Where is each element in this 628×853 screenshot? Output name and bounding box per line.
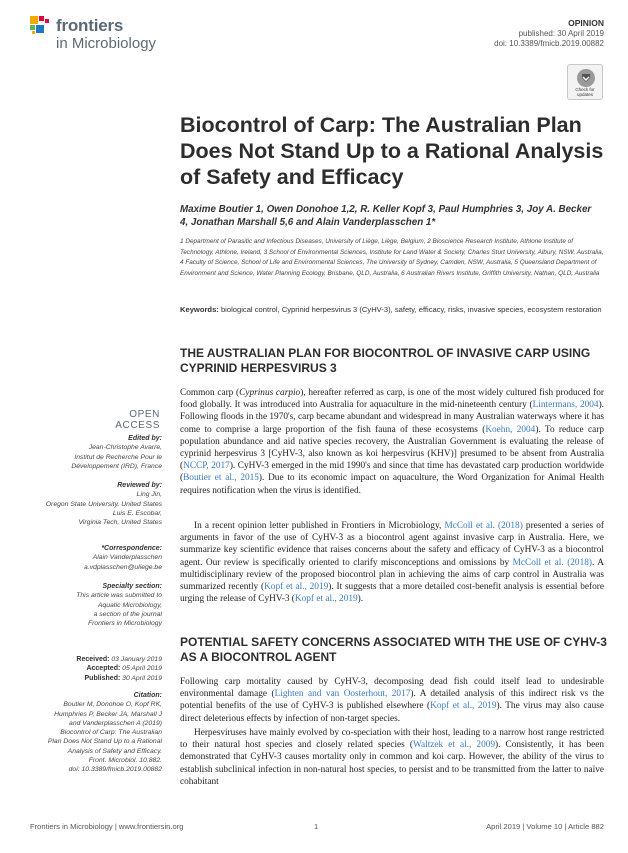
- reviewed-by: [12, 481, 162, 527]
- article-doi[interactable]: doi: 10.3389/fmicb.2019.00882: [494, 39, 604, 48]
- footer-journal[interactable]: Frontiers in Microbiology | www.frontiersin.org: [30, 822, 184, 831]
- citation: [12, 691, 162, 775]
- article-dates: [12, 655, 162, 683]
- keywords-text: biological control, Cyprinid herpesvirus 3 (CyHV-3), safety, efficacy, risks, invasive species, ecosystem restoration: [218, 305, 602, 314]
- text-run: . A multidisciplinary review of the proposed biocontrol plan in achieving the aims of carp control in Australia was summarized recently (: [180, 557, 604, 593]
- author-list: Maxime Boutier 1, Owen Donohoe 1,2, R. Keller Kopf 3, Paul Humphries 3, Joy A. Becker 4, Jonathan Marshall 5,6 and Alain Vanderplasschen 1*: [180, 204, 592, 228]
- correspondence: [12, 544, 162, 572]
- text-run: ). To reduce carp population abundance and aid native species recovery, the Australian Government is evaluating the release of cyprinid herpesvirus 3 [CyHV-3, also known as koi herpesvirus (KHV)] presumed to be absent from Australia (: [180, 424, 604, 472]
- edited-by-value: Jean-Christophe Avarre, Institut de Recherche Pour le Développement (IRD), France: [71, 444, 162, 470]
- specialty-section-label: Specialty section:: [102, 583, 162, 590]
- received-date: [12, 655, 162, 664]
- reviewed-by-value: Ling Jin, Oregon State University, United States Luis E. Escobar, Virginia Tech, United States: [45, 491, 162, 527]
- updates-line-1: Check for: [575, 87, 595, 92]
- text-run: Common carp (: [180, 388, 240, 398]
- published-label: Published:: [84, 674, 121, 682]
- article-meta: [494, 18, 604, 50]
- article-title: Biocontrol of Carp: The Australian Plan Does Not Stand Up to a Rational Analysis of Safety and Efficacy: [180, 113, 604, 189]
- paragraph-2: [180, 520, 604, 605]
- citation-value: Boutier M, Donohoe O, Kopf RK, Humphries P, Becker JA, Marshall J and Vanderplasschen A (2019) Biocontrol of Carp: The Australian Plan Does Not Stand Up to a Rational Analysis of Safety and Efficacy. Front. Microbiol. 10:882. doi: 10.3389/fmicb.2019.00882: [47, 701, 162, 774]
- check-for-updates-icon: [576, 68, 596, 88]
- correspondence-label: *Correspondence:: [101, 545, 162, 552]
- received-value: 03 January 2019: [109, 656, 162, 663]
- article-type: OPINION: [568, 18, 604, 28]
- logo-journal: in Microbiology: [56, 35, 157, 52]
- check-for-updates-label: [568, 87, 602, 97]
- text-run: ). CyHV-3 emerged in the mid 1990's and since that time has devastated carp production worldwide (: [180, 461, 604, 484]
- logo-name: frontiers: [56, 16, 124, 35]
- citation-link[interactable]: Koehn, 2004: [485, 424, 536, 435]
- text-run: ). Following floods in the 1970's, carp became abundant and widespread in many Australian waterways where it has come to comprise a large proportion of the fish fauna of these ecosystems (: [180, 400, 604, 435]
- paragraph-4: [180, 727, 604, 788]
- received-label: Received:: [76, 656, 110, 663]
- citation-link[interactable]: NCCP, 2017: [183, 461, 230, 472]
- text-run: In a recent opinion letter published in Frontiers in Microbiology,: [194, 521, 445, 531]
- text-run: ). It suggests that a more detailed cost-benefit analysis is essential before urging the release of CyHV-3 (: [180, 582, 605, 605]
- text-run: ). A detailed analysis of this indirect risk vs the potential benefits of the use of CyHV-3 is published elsewhere (: [180, 689, 604, 712]
- updates-line-2: updates: [576, 92, 593, 97]
- accepted-date: [12, 664, 162, 673]
- text-run: ). The virus may also cause direct deleterious effects by infection of non-target species.: [180, 701, 604, 724]
- published-date-sidebar: [12, 674, 162, 683]
- keywords: [180, 305, 608, 315]
- reviewed-by-label: Reviewed by:: [117, 482, 162, 489]
- affiliations: 1 Department of Parasitic and Infectious Diseases, University of Liège, Liège, Belgium, 2 Bioscience Research Institute, Athlone Institute of Technology, Athlone, Ireland, 3 School of Environmental Sciences, Institute for Land Water & Society, Charles Sturt University, Albury, NSW, Australia, 4 Faculty of Science, School of Life and Environmental Sciences, The University of Sydney, Camden, NSW, Australia, 5 Queensland Department of Environment and Science, Water Planning Ecology, Brisbane, QLD, Australia, 6 Australian Rivers Institute, Griffith University, Nathan, QLD, Australia: [180, 238, 604, 277]
- citation-link[interactable]: Kopf et al., 2019: [264, 582, 329, 593]
- journal-logo[interactable]: [30, 14, 230, 56]
- edited-by: [12, 434, 162, 471]
- edited-by-label: Edited by:: [128, 435, 162, 442]
- keywords-label: Keywords:: [180, 305, 219, 314]
- citation-link[interactable]: Waltzek et al., 2009: [412, 740, 496, 751]
- citation-link[interactable]: McColl et al. (2018): [444, 521, 523, 531]
- text-run: ). Consistently, it has been demonstrated that CyHV-3 causes mortality only in common and koi carp. However, the ability of the virus to establish subclinical infection in non-natural host species, to persist and to be transmitted from the latter to naïve cohabitant: [180, 740, 604, 787]
- text-run: ). Due to its economic impact on aquaculture, the Word Organization for Animal Health requires notification when the virus is identified.: [180, 473, 604, 496]
- text-run: ), hereafter referred as carp, is one of the most widely cultured fish produced for food globally. It was introduced into Australia for aquaculture in the mid-nineteenth century (: [180, 388, 604, 411]
- paragraph-3: [180, 676, 604, 725]
- citation-link[interactable]: Kopf et al., 2019: [430, 701, 497, 712]
- italic-text: Cyprinus carpio: [239, 388, 301, 398]
- open-access-label: OPEN ACCESS: [115, 409, 160, 431]
- text-run: ).: [357, 594, 364, 605]
- text-run: Herpesviruses have mainly evolved by co-speciation with their host, leading to a narrow host range restricted to their natural host species and closely related species (: [180, 728, 604, 751]
- citation-link[interactable]: Lintermans, 2004: [532, 400, 599, 411]
- text-run: presented a series of arguments in favor of the use of CyHV-3 as a biocontrol agent against invasive carp in Australia. Here, we summarize key scientific evidence that raises concerns about the safety and efficacy of CyHV-3 as a biocontrol agent. Our review is specifically oriented to clarify misconceptions and omissions by: [180, 521, 604, 568]
- citation-link[interactable]: Kopf et al., 2019: [294, 594, 358, 605]
- published-value: 30 April 2019: [120, 674, 162, 682]
- footer-volume: April 2019 | Volume 10 | Article 882: [486, 822, 604, 831]
- published-date: published: 30 April 2019: [518, 28, 604, 38]
- specialty-section-value: This article was submitted to Aquatic Microbiology, a section of the journal Frontiers in Microbiology: [76, 592, 162, 628]
- text-run: Following carp mortality caused by CyHV-3, decomposing dead fish could itself lead to undesirable environmental damage (: [180, 677, 604, 700]
- citation-link[interactable]: Lighten and van Oosterhout, 2017: [274, 689, 411, 700]
- frontiers-logo-icon: [30, 16, 52, 38]
- citation-label: Citation:: [133, 692, 162, 699]
- specialty-section: [12, 582, 162, 628]
- footer-page-number: 1: [314, 822, 319, 831]
- citation-link[interactable]: Boutier et al., 2015: [183, 473, 259, 484]
- section-heading-2: POTENTIAL SAFETY CONCERNS ASSOCIATED WITH THE USE OF CYHV-3 AS A BIOCONTROL AGENT: [180, 635, 607, 664]
- correspondence-value[interactable]: Alain Vanderplasschen a.vdplasschen@uliege.be: [84, 554, 162, 571]
- accepted-label: Accepted:: [86, 665, 121, 673]
- accepted-value: 05 April 2019: [120, 665, 162, 673]
- citation-link[interactable]: McColl et al. (2018): [512, 557, 592, 568]
- section-heading-1: THE AUSTRALIAN PLAN FOR BIOCONTROL OF INVASIVE CARP USING CYPRINID HERPESVIRUS 3: [180, 346, 591, 375]
- check-for-updates-button[interactable]: [567, 64, 603, 100]
- paragraph-1: [180, 387, 604, 497]
